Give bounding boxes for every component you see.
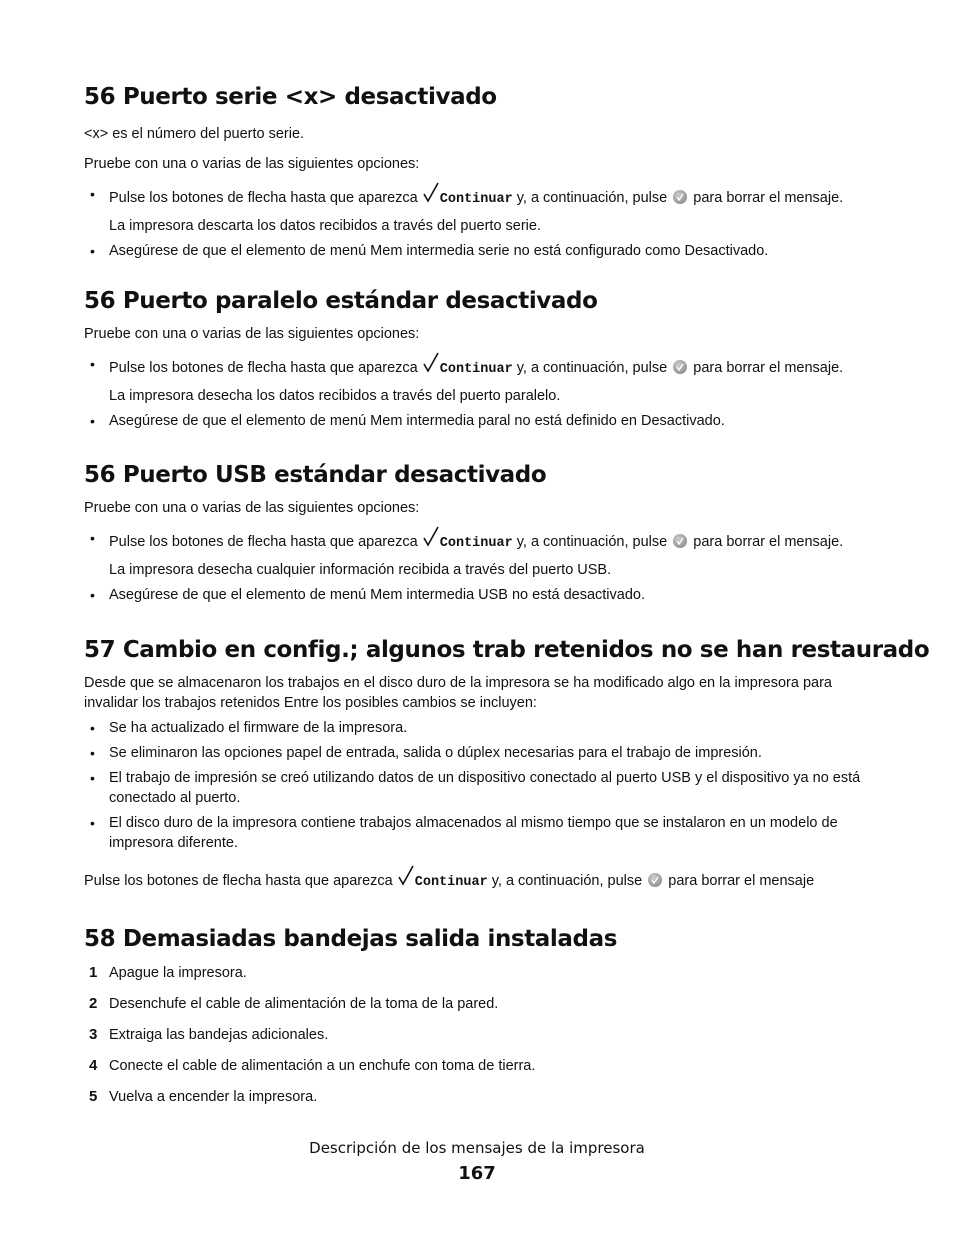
section-56-usb [84, 462, 874, 605]
step-number: 2 [89, 995, 98, 1012]
step-text: Conecte el cable de alimentación a un enchufe con toma de tierra. [109, 1058, 536, 1074]
list-item: • Pulse los botones de flecha hasta que aparezca Continuar y, a continuación, pulse para borrar el mensaje. [84, 182, 874, 212]
options-text: Pruebe con una o varias de las siguientes opciones: [84, 156, 420, 172]
step-item [84, 994, 874, 1014]
section-57-config-change [84, 637, 930, 895]
list-item: • Asegúrese de que el elemento de menú Mem intermedia paral no está definido en Desactivado. [90, 413, 725, 429]
code-text: Continuar [439, 536, 513, 551]
step-text: Extraiga las bandejas adicionales. [109, 1027, 329, 1043]
code-text: Continuar [439, 192, 513, 207]
code-text: Continuar [439, 362, 513, 377]
section-56-serial [84, 84, 874, 261]
step-item [84, 1025, 874, 1045]
closing-text: Pulse los botones de flecha hasta que aparezca Continuar y, a continuación, pulse para borrar el mensaje [84, 865, 874, 895]
select-button-icon [673, 534, 687, 548]
footer [0, 1139, 954, 1184]
step-text: Desenchufe el cable de alimentación de la toma de la pared. [109, 996, 499, 1012]
footer-chapter: Descripción de los mensajes de la impresora [309, 1139, 645, 1157]
intro-text: <x> es el número del puerto serie. [84, 126, 305, 142]
page-number: 167 [458, 1163, 496, 1184]
step-number: 4 [89, 1057, 98, 1074]
checkmark-icon [423, 352, 439, 382]
list-item-sub: La impresora descarta los datos recibidos a través del puerto serie. [109, 218, 541, 234]
list-item: • Pulse los botones de flecha hasta que aparezca Continuar y, a continuación, pulse para borrar el mensaje. [84, 526, 874, 556]
intro-text: Desde que se almacenaron los trabajos en el disco duro de la impresora se ha modificado algo en la impresora para invalidar los trabajos retenidos Entre los posibles cambios se incluyen: [84, 675, 832, 711]
section-title: 56 Puerto USB estándar desactivado [84, 462, 547, 488]
list-item-sub: La impresora desecha los datos recibidos a través del puerto paralelo. [109, 388, 561, 404]
select-button-icon [673, 360, 687, 374]
step-number: 5 [89, 1088, 98, 1105]
step-item [84, 1087, 874, 1107]
list-item: • Se ha actualizado el firmware de la impresora. [90, 720, 408, 736]
select-button-icon [673, 190, 687, 204]
list-item: • Pulse los botones de flecha hasta que aparezca Continuar y, a continuación, pulse para borrar el mensaje. [84, 352, 874, 382]
list-item: • El disco duro de la impresora contiene trabajos almacenados al mismo tiempo que se instalaron en un modelo de impresora diferente. [90, 815, 838, 851]
list-item: • El trabajo de impresión se creó utilizando datos de un dispositivo conectado al puerto USB y el dispositivo ya no está conectado al puerto. [90, 770, 861, 806]
list-item-sub: La impresora desecha cualquier información recibida a través del puerto USB. [109, 562, 612, 578]
section-title: 56 Puerto serie <x> desactivado [84, 84, 497, 110]
list-item: • Se eliminaron las opciones papel de entrada, salida o dúplex necesarias para el trabajo de impresión. [90, 745, 762, 761]
step-number: 3 [89, 1026, 98, 1043]
list-item: • Asegúrese de que el elemento de menú Mem intermedia USB no está desactivado. [90, 587, 646, 603]
checkmark-icon [398, 865, 414, 895]
checkmark-icon [423, 182, 439, 212]
code-text: Continuar [414, 875, 488, 890]
step-item [84, 1056, 874, 1076]
step-text: Apague la impresora. [109, 965, 247, 981]
options-text: Pruebe con una o varias de las siguientes opciones: [84, 326, 420, 342]
section-title: 56 Puerto paralelo estándar desactivado [84, 288, 598, 314]
step-item [84, 963, 874, 983]
section-56-parallel [84, 288, 874, 431]
options-text: Pruebe con una o varias de las siguientes opciones: [84, 500, 420, 516]
list-item: • Asegúrese de que el elemento de menú Mem intermedia serie no está configurado como Desactivado. [90, 243, 769, 259]
section-58-output-bins [84, 926, 874, 1118]
step-text: Vuelva a encender la impresora. [109, 1089, 318, 1105]
checkmark-icon [423, 526, 439, 556]
section-title: 57 Cambio en config.; algunos trab retenidos no se han restaurado [84, 637, 930, 663]
section-title: 58 Demasiadas bandejas salida instaladas [84, 926, 618, 952]
select-button-icon [648, 873, 662, 887]
step-number: 1 [89, 964, 98, 981]
